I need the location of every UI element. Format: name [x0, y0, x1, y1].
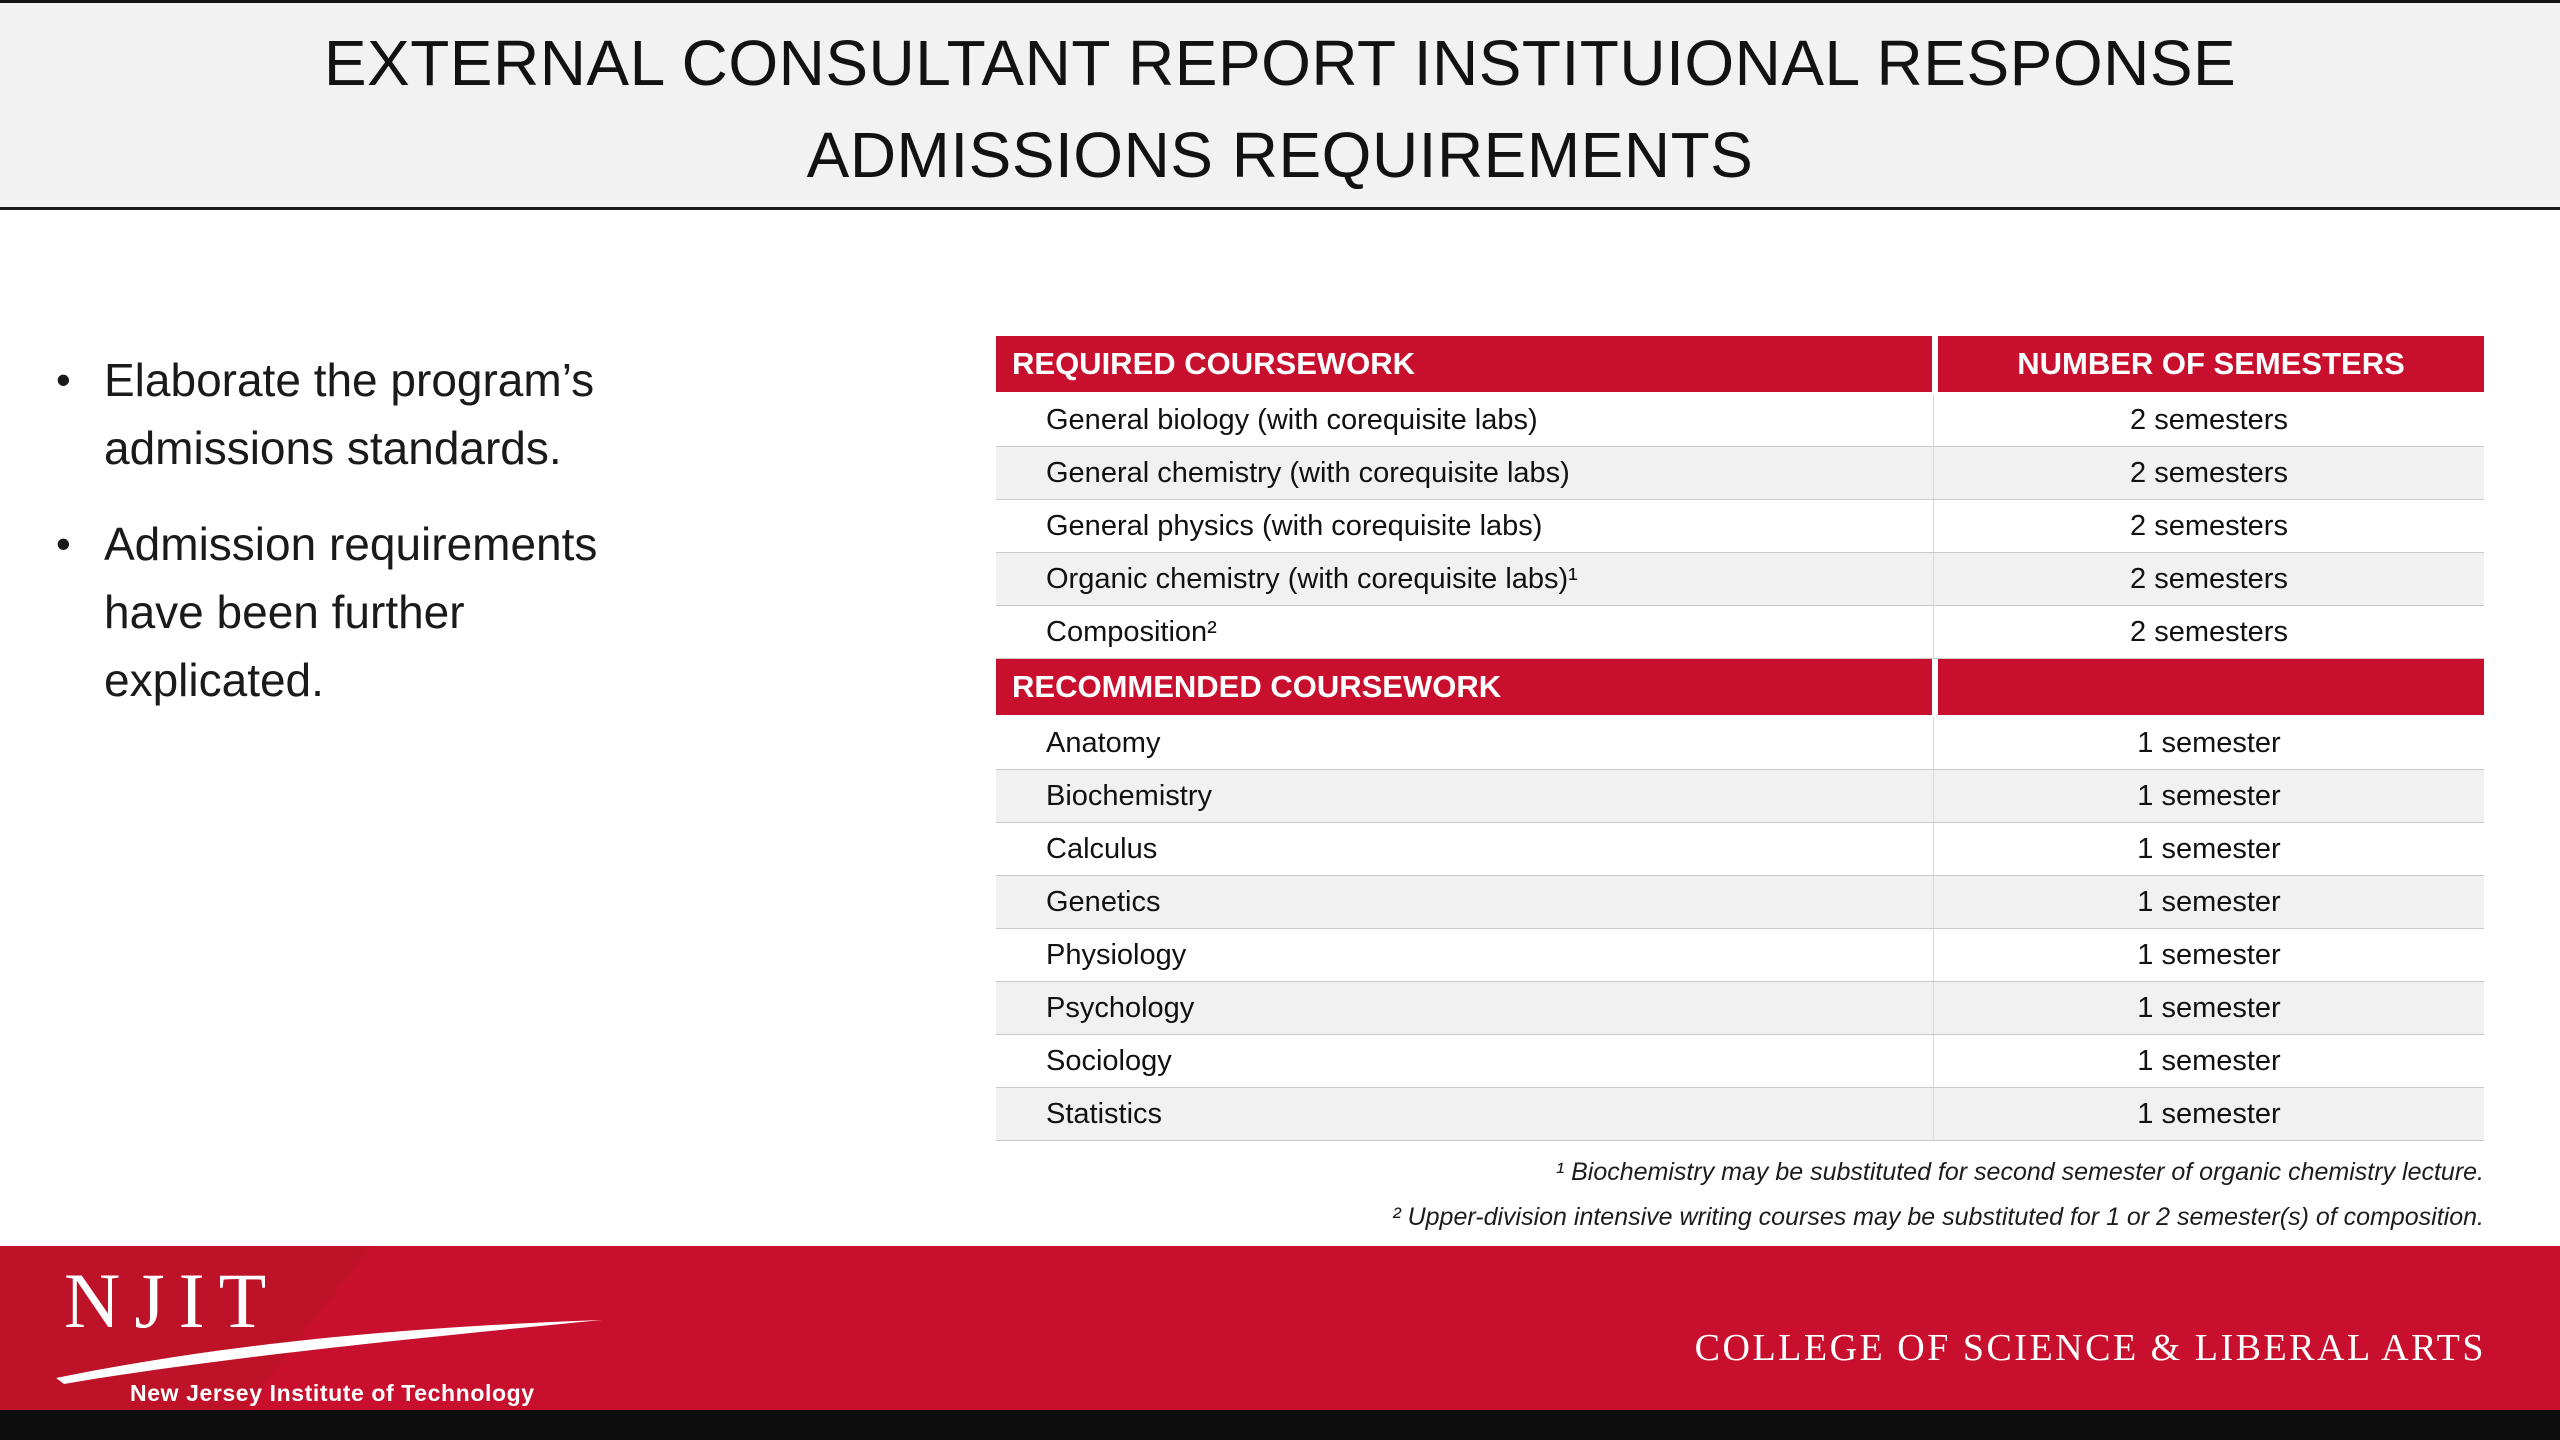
bullet-text: Admission requirements have been further explicated. — [104, 518, 598, 706]
footnote-2: ² Upper-division intensive writing courses may be substituted for 1 or 2 semester(s) of composition. — [1392, 1203, 2484, 1231]
course-cell: Statistics — [996, 1088, 1934, 1140]
semesters-cell: 1 semester — [2137, 938, 2281, 971]
course-cell: Psychology — [996, 982, 1934, 1034]
recommended-coursework-header: RECOMMENDED COURSEWORK — [996, 659, 1932, 715]
number-of-semesters-header: NUMBER OF SEMESTERS — [1938, 336, 2484, 392]
course-cell: Composition² — [996, 606, 1934, 658]
semesters-cell: 1 semester — [2137, 832, 2281, 865]
title-band — [0, 0, 2560, 210]
bullet-marker: • — [56, 356, 71, 403]
table-row — [996, 606, 2484, 659]
table-row — [996, 982, 2484, 1035]
semesters-cell: 2 semesters — [2130, 615, 2288, 648]
semesters-cell: 2 semesters — [2130, 509, 2288, 542]
course-cell: Genetics — [996, 876, 1934, 928]
course-cell: Biochemistry — [996, 770, 1934, 822]
bullet-item — [56, 510, 681, 714]
table-row — [996, 1088, 2484, 1141]
course-cell: Physiology — [996, 929, 1934, 981]
semesters-cell: 2 semesters — [2130, 562, 2288, 595]
recommended-empty-header-cell — [1938, 659, 2484, 715]
footnote-1: ¹ Biochemistry may be substituted for second semester of organic chemistry lecture. — [1555, 1158, 2484, 1186]
table-header-row-recommended — [996, 659, 2484, 717]
semesters-cell: 1 semester — [2137, 779, 2281, 812]
table-header-row-required — [996, 336, 2484, 394]
semesters-cell: 1 semester — [2137, 1097, 2281, 1130]
course-cell: Anatomy — [996, 717, 1934, 769]
table-row — [996, 394, 2484, 447]
course-cell: Sociology — [996, 1035, 1934, 1087]
njit-logo-subtitle: New Jersey Institute of Technology — [130, 1380, 535, 1406]
njit-swoosh-icon — [54, 1318, 604, 1384]
table-row — [996, 500, 2484, 553]
required-coursework-header: REQUIRED COURSEWORK — [996, 336, 1932, 392]
njit-logo-letters: NJIT — [64, 1257, 281, 1344]
njit-logo — [64, 1254, 664, 1410]
semesters-cell: 1 semester — [2137, 885, 2281, 918]
semesters-cell: 2 semesters — [2130, 456, 2288, 489]
bullet-list — [56, 346, 681, 742]
slide-title-line1: EXTERNAL CONSULTANT REPORT INSTITUIONAL RESPONSE — [323, 27, 2237, 99]
course-cell: General biology (with corequisite labs) — [996, 394, 1934, 446]
table-row — [996, 553, 2484, 606]
coursework-table — [996, 336, 2484, 1141]
semesters-cell: 2 semesters — [2130, 403, 2288, 436]
bullet-item — [56, 346, 681, 482]
table-row — [996, 876, 2484, 929]
semesters-cell: 1 semester — [2137, 991, 2281, 1024]
semesters-cell: 1 semester — [2137, 726, 2281, 759]
bullet-marker: • — [56, 520, 71, 567]
college-name: COLLEGE OF SCIENCE & LIBERAL ARTS — [1694, 1327, 2486, 1369]
table-row — [996, 447, 2484, 500]
footnotes — [996, 1150, 2484, 1240]
bullet-text: Elaborate the program’s admissions standards. — [104, 354, 595, 474]
bottom-edge-strip — [0, 1410, 2560, 1440]
semesters-cell: 1 semester — [2137, 1044, 2281, 1077]
footer-bar — [0, 1246, 2560, 1410]
course-cell: General chemistry (with corequisite labs) — [996, 447, 1934, 499]
table-row — [996, 1035, 2484, 1088]
table-row — [996, 770, 2484, 823]
table-row — [996, 929, 2484, 982]
course-cell: General physics (with corequisite labs) — [996, 500, 1934, 552]
course-cell: Organic chemistry (with corequisite labs)¹ — [996, 553, 1934, 605]
table-row — [996, 823, 2484, 876]
slide-title-line2: ADMISSIONS REQUIREMENTS — [806, 119, 1754, 191]
course-cell: Calculus — [996, 823, 1934, 875]
table-row — [996, 717, 2484, 770]
